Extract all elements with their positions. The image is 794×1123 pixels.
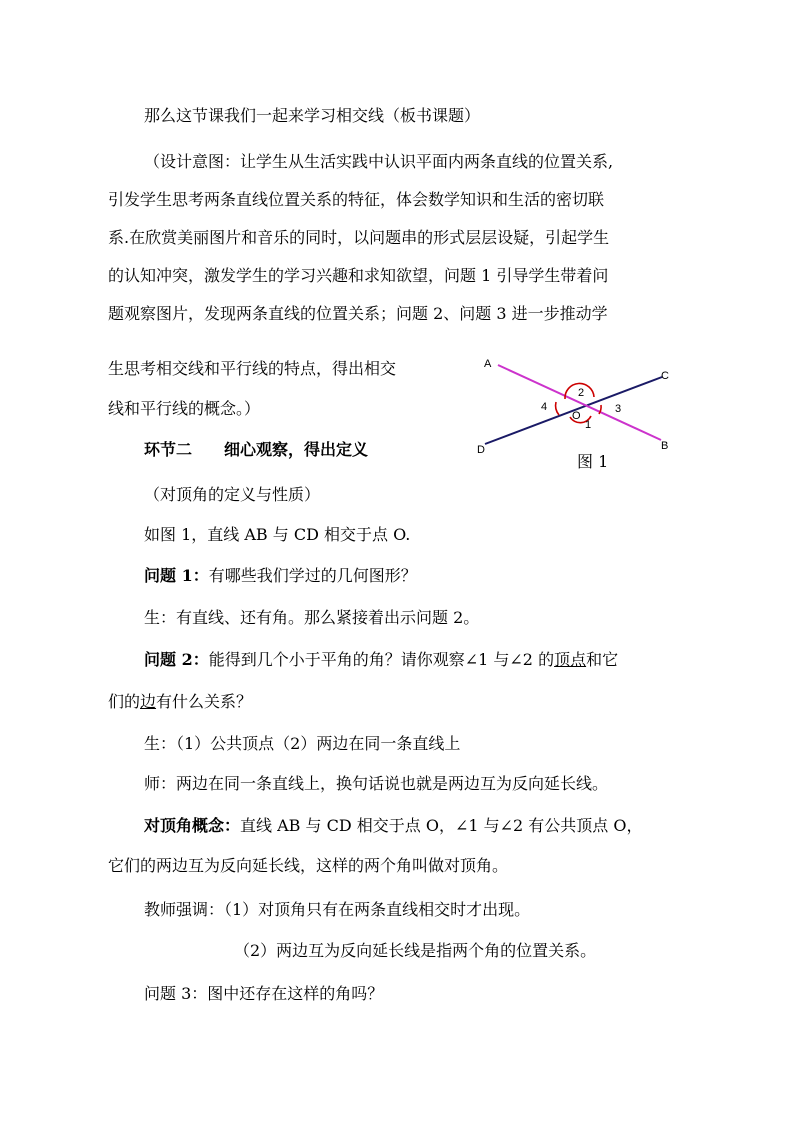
- question-2: [144, 650, 618, 670]
- vertex-term: 顶点: [554, 650, 587, 669]
- angle-4-arc: [556, 402, 559, 415]
- question-1-text: 有哪些我们学过的几何图形？: [208, 566, 417, 585]
- question-2-tail: 和它: [586, 650, 619, 669]
- section-label: 环节二: [144, 440, 193, 459]
- teacher-remark: 师：两边在同一条直线上，换句话说也就是两边互为反向延长线。: [144, 774, 609, 793]
- section-heading: [144, 440, 368, 460]
- paragraph-line: 引发学生思考两条直线位置关系的特征，体会数学知识和生活的密切联: [108, 190, 605, 209]
- label-b: B: [661, 440, 669, 452]
- line-ab: [498, 365, 661, 440]
- concept-line-2: 它们的两边互为反向延长线，这样的两个角叫做对顶角。: [108, 856, 509, 875]
- label-angle-1: 1: [585, 419, 592, 431]
- question-2-line2-b: 有什么关系？: [156, 692, 253, 711]
- question-2-line2: [108, 692, 252, 712]
- label-a: A: [484, 358, 492, 370]
- intro-line: 如图 1，直线 AB 与 CD 相交于点 O.: [144, 525, 411, 544]
- question-1-label: 问题 1：: [144, 566, 209, 585]
- paragraph-line: 那么这节课我们一起来学习相交线（板书课题）: [144, 106, 481, 125]
- paragraph-line: 线和平行线的概念。）: [108, 399, 261, 418]
- label-d: D: [477, 444, 485, 456]
- question-1: [144, 566, 417, 586]
- label-angle-2: 2: [578, 387, 585, 399]
- label-c: C: [661, 370, 669, 382]
- edge-term: 边: [140, 692, 157, 711]
- paragraph-line: 系.在欣赏美丽图片和音乐的同时，以问题串的形式层层设疑，引起学生: [108, 228, 610, 247]
- concept-label: 对顶角概念：: [144, 816, 241, 835]
- student-answer-2: 生：（1）公共顶点（2）两边在同一条直线上: [144, 734, 461, 753]
- paragraph-line: 题观察图片，发现两条直线的位置关系；问题 2、问题 3 进一步推动学: [108, 304, 608, 323]
- subtitle: （对顶角的定义与性质）: [144, 485, 321, 504]
- figure-caption: 图 1: [577, 452, 609, 471]
- question-2-line2-a: 们的: [108, 692, 141, 711]
- section-title: 细心观察，得出定义: [224, 440, 369, 459]
- question-3: 问题 3：图中还存在这样的角吗？: [144, 984, 384, 1003]
- label-o: O: [572, 410, 581, 422]
- label-angle-4: 4: [541, 401, 548, 413]
- label-angle-3: 3: [615, 403, 622, 415]
- concept-text: 直线 AB 与 CD 相交于点 O，∠1 与∠2 有公共顶点 O，: [240, 816, 643, 835]
- question-2-label: 问题 2：: [144, 650, 209, 669]
- student-answer-1: 生：有直线、还有角。那么紧接着出示问题 2。: [144, 608, 480, 627]
- emphasis-line-2: （2）两边互为反向延长线是指两个角的位置关系。: [234, 941, 597, 960]
- emphasis-line-1: 教师强调：（1）对顶角只有在两条直线相交时才出现。: [144, 900, 531, 919]
- paragraph-line: 的认知冲突，激发学生的学习兴趣和求知欲望，问题 1 引导学生带着问: [108, 266, 609, 285]
- paragraph-line: （设计意图：让学生从生活实践中认识平面内两条直线的位置关系,: [144, 152, 614, 171]
- concept-line-1: [144, 816, 643, 836]
- paragraph-line: 生思考相交线和平行线的特点，得出相交: [108, 359, 397, 378]
- question-2-text: 能得到几个小于平角的角？请你观察∠1 与∠2 的: [208, 650, 555, 669]
